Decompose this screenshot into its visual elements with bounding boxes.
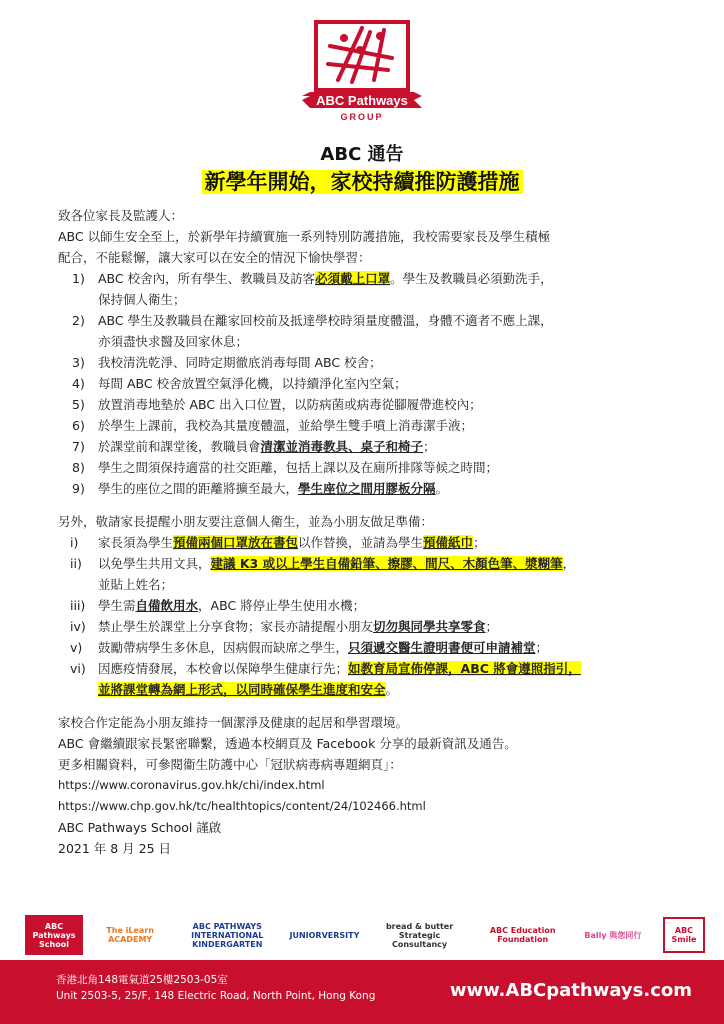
- sponsor-logo: ABC Education Foundation: [489, 926, 556, 944]
- greeting: 致各位家長及監護人：: [58, 208, 184, 223]
- list-item: 7) 於課堂前和課堂後，教職員會清潔並消毒教具、桌子和椅子；: [72, 439, 436, 454]
- reminder-intro: 另外，敬請家長提醒小朋友要注意個人衛生，並為小朋友做足準備：: [58, 514, 434, 529]
- list-item: 6) 於學生上課前，我校為其量度體溫，並給學生雙手噴上消毒潔手液；: [72, 418, 474, 433]
- logo-brand-text: ABC Pathways: [316, 93, 408, 108]
- notice-subtitle-wrap: [0, 166, 724, 196]
- notice-body: [58, 205, 673, 859]
- signature-date: 2021 年 8 月 25 日: [58, 841, 172, 856]
- closing-line-3: 更多相關資料，可參閱衞生防護中心「冠狀病毒病專題網頁」：: [58, 757, 402, 772]
- intro-line-1: ABC 以師生安全至上，於新學年持續實施一系列特別防護措施，我校需要家長及學生積極: [58, 229, 551, 244]
- sponsor-logo: ABC Smile: [663, 917, 705, 953]
- footer-bar: [0, 960, 724, 1024]
- sponsor-logo: ABC Pathways School: [25, 915, 83, 955]
- list-item: 2) ABC 學生及教職員在離家回校前及抵達學校時須量度體溫，身體不適者不應上課， 亦須盡快求醫及回家休息；: [72, 313, 553, 349]
- address-english: Unit 2503-5, 25/F, 148 Electric Road, North Point, Hong Kong: [56, 990, 376, 1002]
- intro-line-2: 配合，不能鬆懈，讓大家可以在安全的情況下愉快學習：: [58, 250, 371, 265]
- sponsor-logo: JUNIORVERSITY: [289, 930, 360, 940]
- coronavirus-link[interactable]: https://www.coronavirus.gov.hk/chi/index.html: [58, 778, 325, 792]
- logo-group-text: GROUP: [340, 112, 384, 122]
- sponsor-logo: ABC PATHWAYS INTERNATIONAL KINDERGARTEN: [191, 921, 264, 949]
- reminder-list: [58, 532, 673, 700]
- list-item: iii) 學生需自備飲用水，ABC 將停止學生使用水機；: [70, 598, 366, 613]
- list-item: i) 家長須為學生預備兩個口罩放在書包以作替換，並請為學生預備紙巾；: [70, 535, 486, 550]
- list-item: 5) 放置消毒地墊於 ABC 出入口位置，以防病菌或病毒從腳履帶進校內；: [72, 397, 482, 412]
- sponsor-logos: [25, 915, 705, 955]
- list-item: 3) 我校清洗乾淨、同時定期徹底消毒每間 ABC 校舍；: [72, 355, 382, 370]
- address-chinese: 香港北角148電氣道25樓2503-05室: [56, 974, 228, 986]
- sponsor-logo: The iLearn ACADEMY: [106, 926, 154, 944]
- list-item: 4) 每間 ABC 校舍放置空氣淨化機，以持續淨化室內空氣；: [72, 376, 407, 391]
- list-item: vi) 因應疫情發展，本校會以保障學生健康行先；如教育局宣佈停課，ABC 將會遵照指引， 並將課堂轉為網上形式，以同時確保學生進度和安全。: [70, 661, 581, 697]
- list-item: 1) ABC 校舍內，所有學生、教職員及訪客必須戴上口罩。學生及教職員必須勤洗手， 保持個人衛生；: [72, 271, 553, 307]
- closing-line-2: ABC 會繼續跟家長緊密聯繫，透過本校網頁及 Facebook 分享的最新資訊及通告。: [58, 736, 517, 751]
- list-item: 9) 學生的座位之間的距離將擴至最大，學生座位之間用膠板分隔。: [72, 481, 449, 496]
- abc-pathways-logo: [300, 18, 424, 126]
- notice-subtitle: 新學年開始，家校持續推防護措施: [202, 170, 523, 194]
- logo-graphic: [300, 18, 424, 126]
- chp-link[interactable]: https://www.chp.gov.hk/tc/healthtopics/content/24/102466.html: [58, 799, 426, 813]
- notice-title: ABC 通告: [320, 144, 404, 165]
- list-item: iv) 禁止學生於課堂上分享食物；家長亦請提醒小朋友切勿與同學共享零食；: [70, 619, 499, 634]
- list-item: 8) 學生之間須保持適當的社交距離，包括上課以及在廁所排隊等候之時間；: [72, 460, 499, 475]
- closing-line-1: 家校合作定能為小朋友維持一個潔淨及健康的起居和學習環境。: [58, 715, 409, 730]
- list-item: ii) 以免學生共用文具，建議 K3 或以上學生自備鉛筆、擦膠、間尺、木顏色筆、漿糊筆， 並貼上姓名；: [70, 556, 576, 592]
- list-item: v) 鼓勵帶病學生多休息，因病假而缺席之學生，只須遞交醫生證明書便可申請補堂；: [70, 640, 549, 655]
- sponsor-logo: bread & butter Strategic Consultancy: [385, 921, 454, 949]
- signature-org: ABC Pathways School 謹啟: [58, 820, 222, 835]
- measures-list: [58, 268, 673, 499]
- footer-address: [56, 972, 375, 1004]
- sponsor-logo: Bally 與您同行: [584, 930, 642, 940]
- website-link[interactable]: www.ABCpathways.com: [449, 980, 692, 1001]
